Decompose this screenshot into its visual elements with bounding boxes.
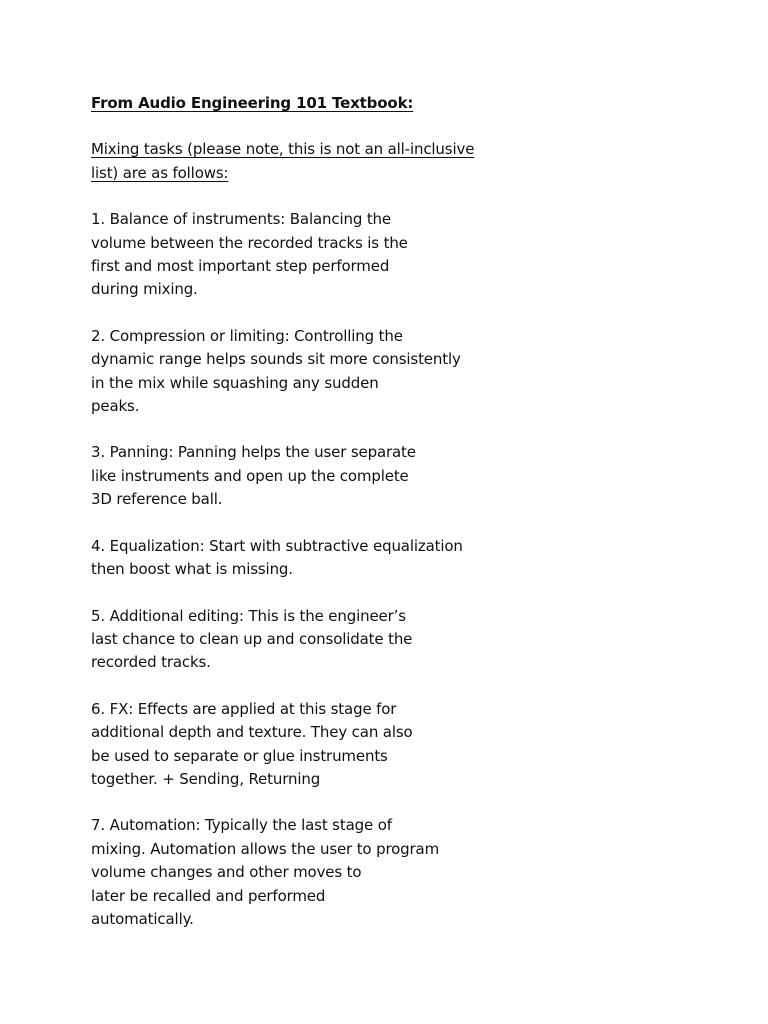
intro-line: Mixing tasks (please note, this is not an all-inclusive (91, 140, 475, 159)
list-item-line: mixing. Automation allows the user to program (91, 839, 440, 858)
list-item-line: 5. Additional editing: This is the engineer’s (91, 606, 406, 625)
list-item-line: in the mix while squashing any sudden (91, 373, 379, 392)
list-item-line: 7. Automation: Typically the last stage of (91, 816, 392, 835)
list-item-line: 4. Equalization: Start with subtractive equalization (91, 536, 463, 555)
list-item-line: recorded tracks. (91, 653, 211, 672)
list-item-line: later be recalled and performed (91, 886, 326, 905)
list-item-line: be used to separate or glue instruments (91, 746, 388, 765)
intro-paragraph (91, 138, 711, 185)
list-item-line: together. + Sending, Returning (91, 769, 321, 788)
intro-line: list) are as follows: (91, 163, 229, 182)
document-body (91, 92, 711, 931)
list-item-line: 2. Compression or limiting: Controlling the (91, 326, 403, 345)
list-item-balance (91, 208, 711, 302)
list-item-line: dynamic range helps sounds sit more consistently (91, 350, 461, 369)
list-item-line: like instruments and open up the complete (91, 466, 409, 485)
list-item-panning (91, 441, 711, 511)
list-item-line: 3. Panning: Panning helps the user separate (91, 443, 416, 462)
list-item-fx (91, 698, 711, 792)
list-item-line: 6. FX: Effects are applied at this stage for (91, 699, 397, 718)
list-item-line: first and most important step performed (91, 257, 390, 276)
list-item-line: 3D reference ball. (91, 490, 223, 509)
list-item-line: additional depth and texture. They can also (91, 723, 413, 742)
list-item-line: then boost what is missing. (91, 560, 293, 579)
list-item-compression (91, 325, 711, 419)
list-item-line: during mixing. (91, 280, 198, 299)
list-item-equalization (91, 535, 711, 582)
list-item-editing (91, 605, 711, 675)
document-title: From Audio Engineering 101 Textbook: (91, 94, 414, 112)
list-item-line: volume changes and other moves to (91, 863, 362, 882)
list-item-line: volume between the recorded tracks is the (91, 233, 408, 252)
list-item-line: peaks. (91, 397, 140, 416)
list-item-automation (91, 814, 711, 931)
list-item-line: last chance to clean up and consolidate the (91, 629, 413, 648)
list-item-line: 1. Balance of instruments: Balancing the (91, 210, 391, 229)
list-item-line: automatically. (91, 909, 194, 928)
